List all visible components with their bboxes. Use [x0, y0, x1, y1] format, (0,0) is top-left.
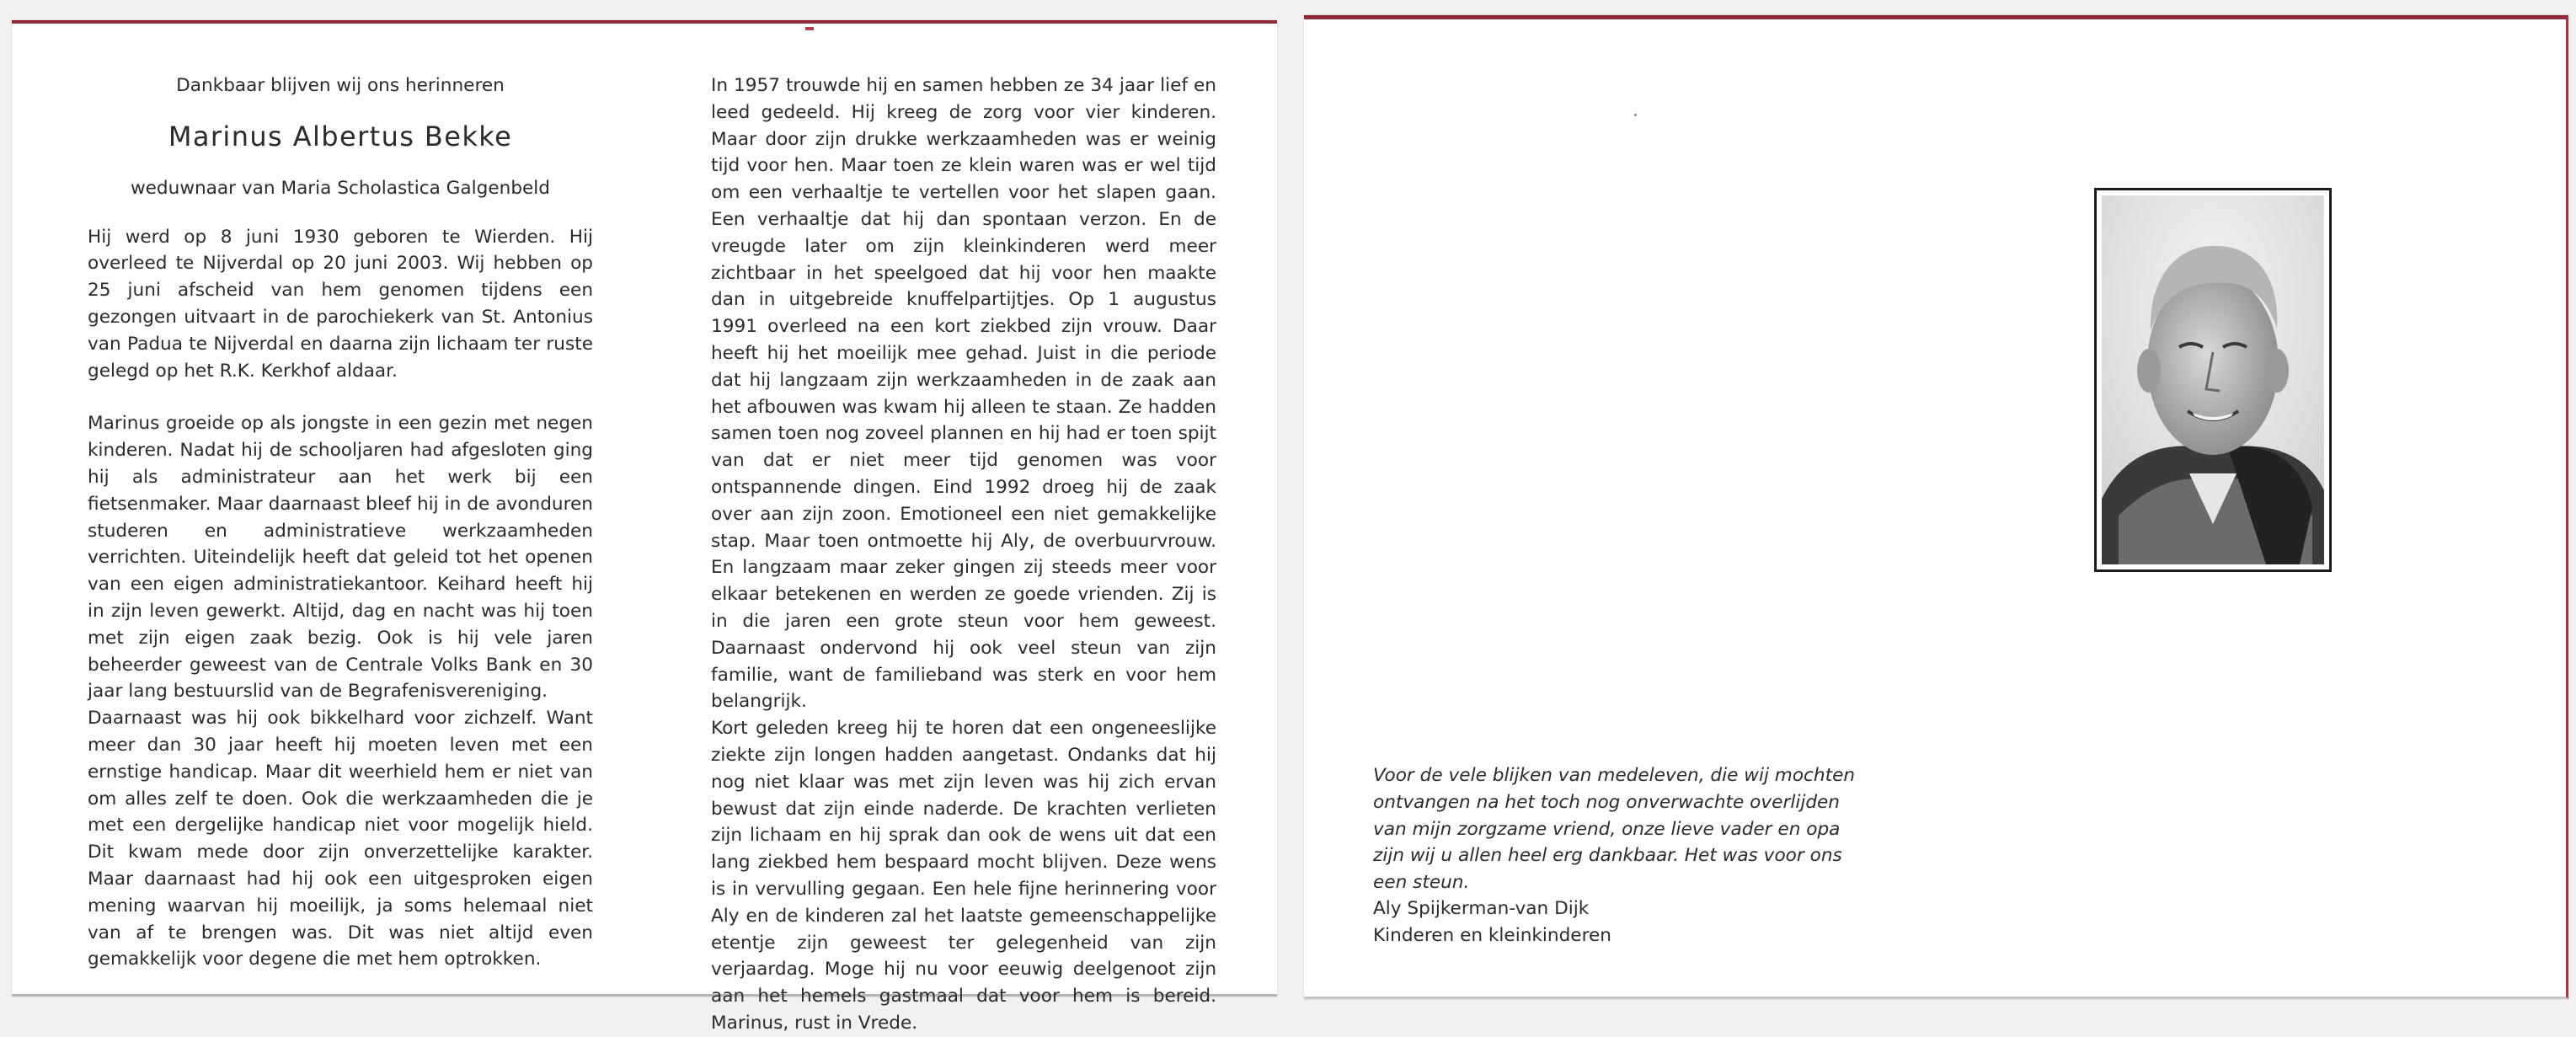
thank-you-message: Voor de vele blijken van medeleven, die wij mochten ontvangen na het toch nog onverwachte overlijden van mijn zorgzame vriend, onze lieve vader en opa zijn wij u allen heel erg dankbaar. Het was voor ons een steun.: [1373, 765, 1856, 894]
bio-paragraph: In 1957 trouwde hij en samen hebben ze 34 jaar lief en leed gedeeld. Hij kreeg de zorg voor vier kinderen. Maar door zijn drukke werkzaamheden was er weinig tijd voor hen. Maar toen ze klein waren was er wel tijd om een verhaaltje te vertellen voor het slapen gaan. Een verhaaltje dat hij dan spontaan verzon. En de vreugde later om zijn kleinkinderen werd meer zichtbaar in het speelgoed dat hij voor hen maakte dan in uitgebreide knuffelpartijtjes. Op 1 augustus 1991 overleed na een kort ziekbed zijn vrouw. Daar heeft hij het moeilijk mee gehad. Juist in die periode dat hij langzaam zijn werkzaamheden in de zaak aan het afbouwen was kwam hij alleen te staan. Ze hadden samen toen nog zoveel plannen en hij had er toen spijt van dat er niet meer tijd genomen was voor ontspannende dingen. Eind 1992 droeg hij de zaak over aan zijn zoon. Emotioneel een niet gemakkelijke stap. Maar toen ontmoette hij Aly, de overbuurvrouw. En langzaam maar zeker gingen zij steeds meer voor elkaar betekenen en werden ze goede vrienden. Zij is in die jaren een grote steun voor hem geweest. Daarnaast ondervond hij ook veel steun van zijn familie, want de familieband was sterk en voor hem belangrijk.: [711, 75, 1216, 713]
intro-line: Dankbaar blijven wij ons herinneren: [176, 75, 505, 96]
portrait-photo: [2094, 188, 2332, 572]
signature-block: [1373, 895, 1870, 949]
bio-paragraph: Hij werd op 8 juni 1930 geboren te Wierden. Hij overleed te Nijverdal op 20 juni 2003. Wij hebben op 25 juni afscheid van hem genomen tijdens een gezongen uitvaart in de parochiekerk van St. Antonius van Padua te Nijverdal en daarna zijn lichaam ter ruste gelegd op het R.K. Kerkhof aldaar.: [88, 226, 593, 382]
signature-family: Kinderen en kleinkinderen: [1373, 924, 1611, 946]
signature-name: Aly Spijkerman-van Dijk: [1373, 898, 1590, 919]
portrait-image: [2102, 195, 2324, 564]
memorial-card-inner-right: [1304, 15, 2568, 999]
paper-speck: [1634, 114, 1637, 116]
widower-line: weduwnaar van Maria Scholastica Galgenbeld: [130, 177, 551, 199]
bio-paragraph: Kort geleden kreeg hij te horen dat een ongeneeslijke ziekte zijn longen hadden aangetast. Ondanks dat hij nog niet klaar was met zijn leven was hij zich ervan bewust dat zijn einde naderde. De krachten verlieten zijn lichaam en hij sprak dan ook de wens uit dat een lang ziekbed hem bespaard mocht blijven. Deze wens is in vervulling gegaan. Een hele fijne herinnering voor Aly en de kinderen zal het laatste gemeenschappelijke etentje zijn geweest ter gelegenheid van zijn verjaardag. Moge hij nu voor eeuwig deelgenoot zijn aan het hemels gastmaal dat voor hem is bereid. Marinus, rust in Vrede.: [711, 718, 1216, 1034]
text-column-right: [711, 72, 1216, 1037]
fold-mark: [805, 27, 814, 30]
deceased-name: Marinus Albertus Bekke: [168, 120, 513, 152]
bio-paragraph: Daarnaast was hij ook bikkelhard voor zichzelf. Want meer dan 30 jaar heeft hij moeten leven met een ernstige handicap. Maar dit weerhield hem er niet van om alles zelf te doen. Ook die werkzaamheden die je met een dergelijke handicap niet voor mogelijk hield. Dit kwam mede door zijn onverzettelijke karakter. Maar daarnaast had hij ook een uitgesproken eigen mening waarvan hij moeilijk, ja soms helemaal niet van af te brengen was. Dit was niet altijd even gemakkelijk voor degene die met hem optrokken.: [88, 708, 593, 970]
text-column-left: [88, 72, 593, 973]
bio-paragraph: Marinus groeide op als jongste in een gezin met negen kinderen. Nadat hij de schooljaren had afgesloten ging hij als administrateur aan het werk bij een fietsenmaker. Maar daarnaast bleef hij in de avonduren studeren en administratieve werkzaamheden verrichten. Uiteindelijk heeft dat geleid tot het openen van een eigen administratiekantoor. Keihard heeft hij in zijn leven gewerkt. Altijd, dag en nacht was hij toen met zijn eigen zaak bezig. Ook is hij vele jaren beheerder geweest van de Centrale Volks Bank en 30 jaar lang bestuurslid van de Begrafenisvereniging.: [88, 413, 593, 703]
memorial-card-inner-left: [12, 20, 1277, 1034]
